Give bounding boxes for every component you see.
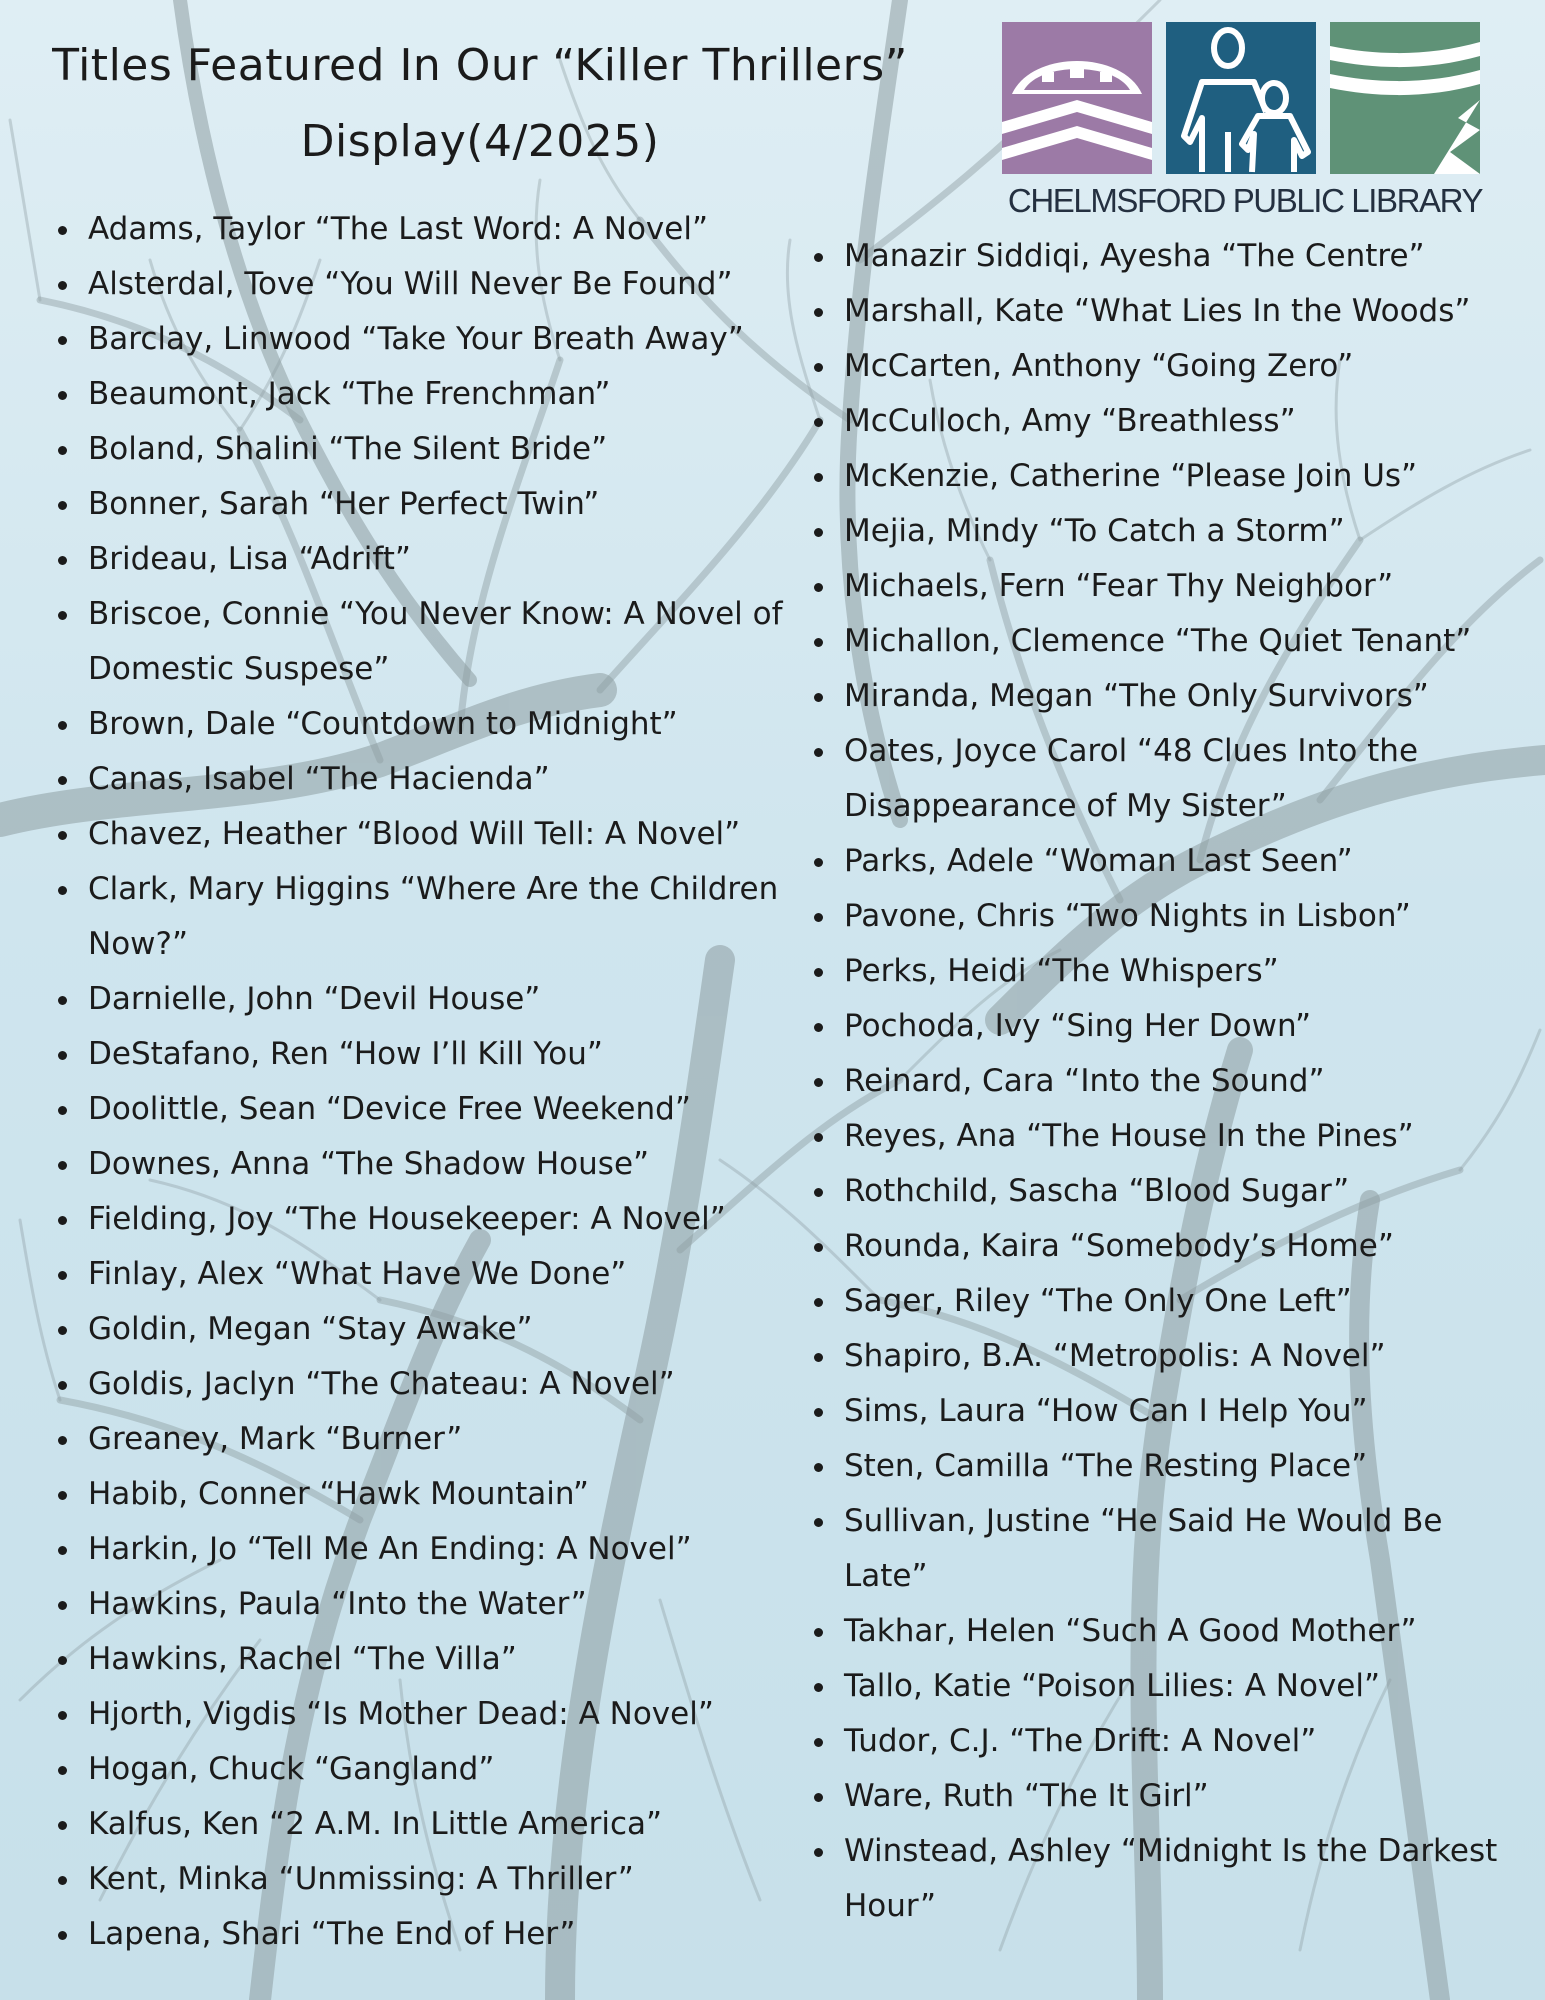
library-name: CHELMSFORD PUBLIC LIBRARY bbox=[1007, 182, 1483, 219]
book-list-item: Marshall, Kate “What Lies In the Woods” bbox=[806, 284, 1526, 339]
book-list-item: Takhar, Helen “Such A Good Mother” bbox=[806, 1604, 1526, 1659]
book-list-item: Sullivan, Justine “He Said He Would Be Late” bbox=[806, 1494, 1526, 1604]
book-list-item: Sten, Camilla “The Resting Place” bbox=[806, 1439, 1526, 1494]
title-line-2: Display(4/2025) bbox=[300, 116, 660, 167]
book-list-item: Goldis, Jaclyn “The Chateau: A Novel” bbox=[50, 1357, 820, 1412]
book-list-item: Rothchild, Sascha “Blood Sugar” bbox=[806, 1164, 1526, 1219]
book-list-item: Clark, Mary Higgins “Where Are the Children Now?” bbox=[50, 862, 820, 972]
book-list-item: Kalfus, Ken “2 A.M. In Little America” bbox=[50, 1797, 820, 1852]
book-list-item: Hawkins, Paula “Into the Water” bbox=[50, 1577, 820, 1632]
open-book-icon bbox=[1330, 22, 1480, 174]
book-list-item: Boland, Shalini “The Silent Bride” bbox=[50, 422, 820, 477]
book-list-item: Reyes, Ana “The House In the Pines” bbox=[806, 1109, 1526, 1164]
book-list-item: Pavone, Chris “Two Nights in Lisbon” bbox=[806, 889, 1526, 944]
book-list-item: Pochoda, Ivy “Sing Her Down” bbox=[806, 999, 1526, 1054]
book-list-item: Perks, Heidi “The Whispers” bbox=[806, 944, 1526, 999]
book-list-item: Brown, Dale “Countdown to Midnight” bbox=[50, 697, 820, 752]
title-line-1: Titles Featured In Our “Killer Thrillers” bbox=[52, 40, 908, 91]
book-list-item: Rounda, Kaira “Somebody’s Home” bbox=[806, 1219, 1526, 1274]
book-list-item: Doolittle, Sean “Device Free Weekend” bbox=[50, 1082, 820, 1137]
book-list-item: Brideau, Lisa “Adrift” bbox=[50, 532, 820, 587]
book-list-item: Fielding, Joy “The Housekeeper: A Novel” bbox=[50, 1192, 820, 1247]
parent-child-icon bbox=[1166, 22, 1316, 174]
book-list-item: Briscoe, Connie “You Never Know: A Novel of Domestic Suspese” bbox=[50, 587, 820, 697]
book-list-item: Darnielle, John “Devil House” bbox=[50, 972, 820, 1027]
book-list-item: Bonner, Sarah “Her Perfect Twin” bbox=[50, 477, 820, 532]
book-list-item: Greaney, Mark “Burner” bbox=[50, 1412, 820, 1467]
library-logo bbox=[1000, 22, 1492, 232]
book-list-item: Hogan, Chuck “Gangland” bbox=[50, 1742, 820, 1797]
book-list-item: Ware, Ruth “The It Girl” bbox=[806, 1769, 1526, 1824]
book-list-item: Alsterdal, Tove “You Will Never Be Found” bbox=[50, 257, 820, 312]
book-list-item: Beaumont, Jack “The Frenchman” bbox=[50, 367, 820, 422]
book-list-item: Hawkins, Rachel “The Villa” bbox=[50, 1632, 820, 1687]
book-list-item: McCulloch, Amy “Breathless” bbox=[806, 394, 1526, 449]
book-list-item: Harkin, Jo “Tell Me An Ending: A Novel” bbox=[50, 1522, 820, 1577]
titles-list-left bbox=[50, 202, 820, 1962]
book-list-item: McKenzie, Catherine “Please Join Us” bbox=[806, 449, 1526, 504]
book-list-item: Shapiro, B.A. “Metropolis: A Novel” bbox=[806, 1329, 1526, 1384]
book-list-item: Tallo, Katie “Poison Lilies: A Novel” bbox=[806, 1659, 1526, 1714]
book-list-item: Sager, Riley “The Only One Left” bbox=[806, 1274, 1526, 1329]
book-list-item: Tudor, C.J. “The Drift: A Novel” bbox=[806, 1714, 1526, 1769]
book-list-item: Barclay, Linwood “Take Your Breath Away” bbox=[50, 312, 820, 367]
book-list-item: Hjorth, Vigdis “Is Mother Dead: A Novel” bbox=[50, 1687, 820, 1742]
book-list-item: Michaels, Fern “Fear Thy Neighbor” bbox=[806, 559, 1526, 614]
library-building-icon bbox=[1002, 22, 1152, 174]
book-list-item: Lapena, Shari “The End of Her” bbox=[50, 1907, 820, 1962]
book-list-item: DeStafano, Ren “How I’ll Kill You” bbox=[50, 1027, 820, 1082]
book-list-item: Canas, Isabel “The Hacienda” bbox=[50, 752, 820, 807]
book-list-item: Manazir Siddiqi, Ayesha “The Centre” bbox=[806, 229, 1526, 284]
titles-list-right bbox=[806, 229, 1526, 1934]
book-list-item: Sims, Laura “How Can I Help You” bbox=[806, 1384, 1526, 1439]
book-list-item: Reinard, Cara “Into the Sound” bbox=[806, 1054, 1526, 1109]
page-title bbox=[40, 28, 920, 180]
book-list-item: Michallon, Clemence “The Quiet Tenant” bbox=[806, 614, 1526, 669]
book-list-item: Chavez, Heather “Blood Will Tell: A Novel” bbox=[50, 807, 820, 862]
book-list-item: Winstead, Ashley “Midnight Is the Darkest Hour” bbox=[806, 1824, 1526, 1934]
book-list-item: McCarten, Anthony “Going Zero” bbox=[806, 339, 1526, 394]
book-list-item: Parks, Adele “Woman Last Seen” bbox=[806, 834, 1526, 889]
book-list-item: Downes, Anna “The Shadow House” bbox=[50, 1137, 820, 1192]
book-list-item: Habib, Conner “Hawk Mountain” bbox=[50, 1467, 820, 1522]
book-list-item: Goldin, Megan “Stay Awake” bbox=[50, 1302, 820, 1357]
book-list-item: Oates, Joyce Carol “48 Clues Into the Disappearance of My Sister” bbox=[806, 724, 1526, 834]
book-list-item: Finlay, Alex “What Have We Done” bbox=[50, 1247, 820, 1302]
book-list-item: Miranda, Megan “The Only Survivors” bbox=[806, 669, 1526, 724]
book-list-item: Adams, Taylor “The Last Word: A Novel” bbox=[50, 202, 820, 257]
book-list-item: Kent, Minka “Unmissing: A Thriller” bbox=[50, 1852, 820, 1907]
book-list-item: Mejia, Mindy “To Catch a Storm” bbox=[806, 504, 1526, 559]
